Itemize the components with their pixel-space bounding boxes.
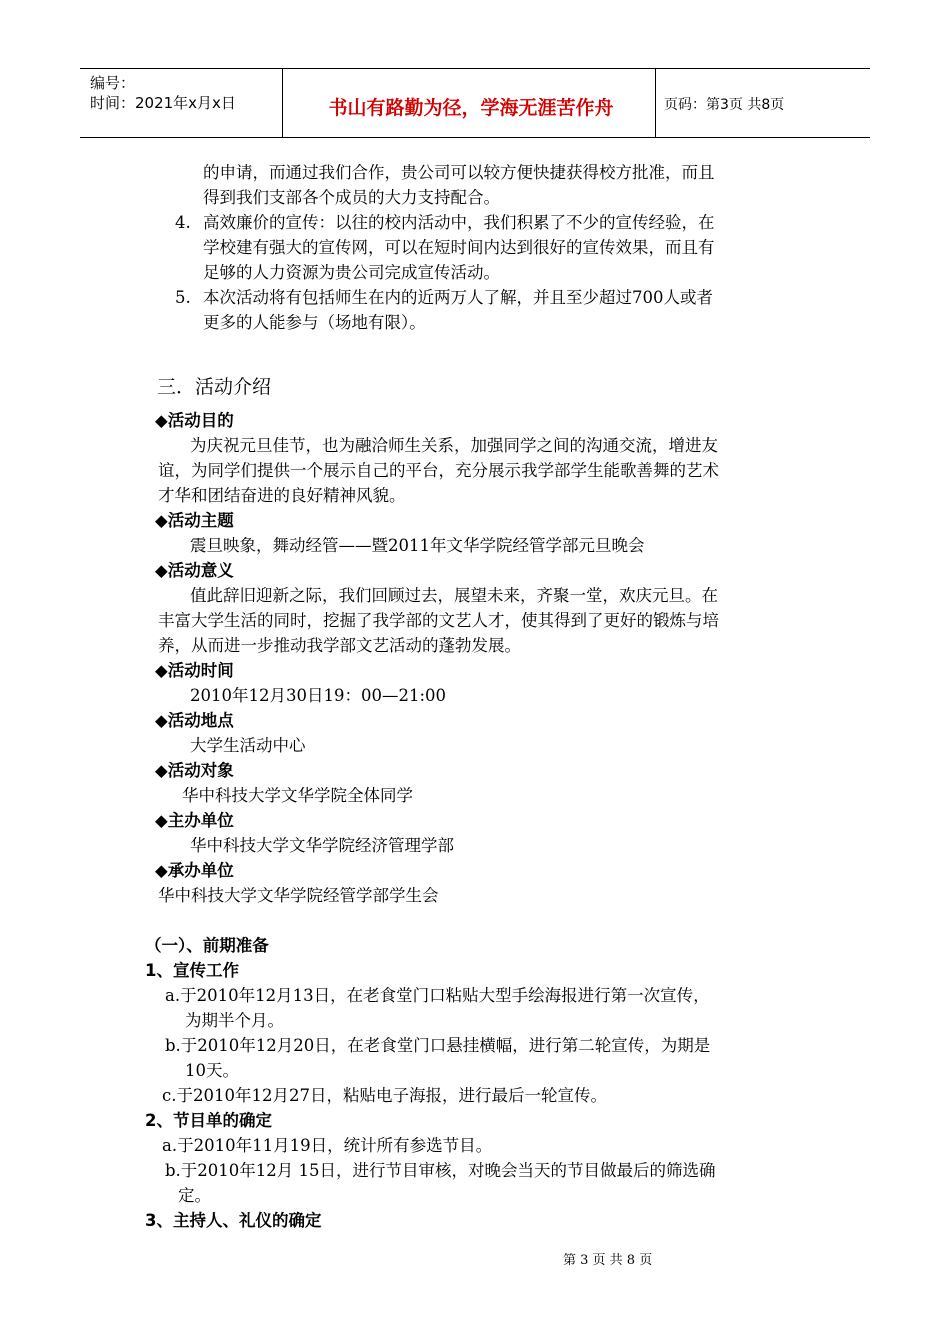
footer-page: 第 3 页 共 8 页 xyxy=(563,1253,653,1268)
list-item-line: 本次活动将有包括师生在内的近两万人了解，并且至少超过700人或者 xyxy=(203,288,713,307)
header-motto: 书山有路勤为径，学海无涯苦作舟 xyxy=(328,97,614,119)
program-item-a: a.于2010年11月19日，统计所有参选节目。 xyxy=(162,1136,493,1155)
purpose-line: 谊，为同学们提供一个展示自己的平台，充分展示我学部学生能歌善舞的艺术 xyxy=(158,461,719,480)
header-time: 时间：2021年x月x日 xyxy=(90,94,236,112)
host-text: 华中科技大学文华学院经济管理学部 xyxy=(190,836,454,855)
organizer-heading: ◆承办单位 xyxy=(155,861,234,880)
publicity-heading: 1、宣传工作 xyxy=(145,961,239,980)
list-item-line: 高效廉价的宣传：以往的校内活动中，我们积累了不少的宣传经验，在 xyxy=(203,213,715,232)
publicity-item-a: a.于2010年12月13日，在老食堂门口粘贴大型手绘海报进行第一次宣传， xyxy=(165,986,710,1005)
preparation-heading: （一）、前期准备 xyxy=(145,936,269,955)
list-item-line: 足够的人力资源为贵公司完成宣传活动。 xyxy=(203,263,500,282)
purpose-heading: ◆活动目的 xyxy=(155,411,234,430)
header-number: 编号： xyxy=(90,74,136,92)
publicity-item-b: 10天。 xyxy=(185,1061,239,1080)
header-table xyxy=(80,68,870,138)
publicity-item-a: 为期半个月。 xyxy=(185,1011,284,1030)
header-left xyxy=(90,73,236,113)
organizer-text: 华中科技大学文华学院经管学部学生会 xyxy=(158,886,439,905)
theme-text: 震旦映象，舞动经管——暨2011年文华学院经管学部元旦晚会 xyxy=(190,536,645,555)
list-item-line: 更多的人能参与（场地有限）。 xyxy=(203,313,426,332)
meaning-line: 值此辞旧迎新之际，我们回顾过去，展望未来，齐聚一堂，欢庆元旦。在 xyxy=(190,586,718,605)
section-title: 三．活动介绍 xyxy=(157,376,272,398)
list-item-line: 学校建有强大的宣传网，可以在短时间内达到很好的宣传效果，而且有 xyxy=(203,238,715,257)
place-text: 大学生活动中心 xyxy=(190,736,306,755)
meaning-line: 养，从而进一步推动我学部文艺活动的蓬勃发展。 xyxy=(158,636,521,655)
host-heading: ◆主办单位 xyxy=(155,811,234,830)
publicity-item-b: b.于2010年12月20日，在老食堂门口悬挂横幅，进行第二轮宣传，为期是 xyxy=(165,1036,711,1055)
time-text: 2010年12月30日19：00—21:00 xyxy=(190,686,447,705)
host-selection-heading: 3、主持人、礼仪的确定 xyxy=(145,1211,322,1230)
header-divider xyxy=(282,69,283,137)
target-text: 华中科技大学文华学院全体同学 xyxy=(182,786,413,805)
publicity-item-c: c.于2010年12月27日，粘贴电子海报，进行最后一轮宣传。 xyxy=(162,1086,607,1105)
intro-line: 得到我们支部各个成员的大力支持配合。 xyxy=(203,188,500,207)
purpose-line: 为庆祝元旦佳节，也为融洽师生关系，加强同学之间的沟通交流，增进友 xyxy=(190,436,718,455)
meaning-heading: ◆活动意义 xyxy=(155,561,234,580)
list-number: 4. xyxy=(175,213,191,232)
header-page-info: 页码：第3页 共8页 xyxy=(664,97,785,113)
theme-heading: ◆活动主题 xyxy=(155,511,234,530)
list-number: 5. xyxy=(175,288,191,307)
purpose-line: 才华和团结奋进的良好精神风貌。 xyxy=(158,486,406,505)
time-heading: ◆活动时间 xyxy=(155,661,234,680)
program-item-b: 定。 xyxy=(178,1186,211,1205)
program-item-b: b.于2010年12月 15日，进行节目审核，对晚会当天的节目做最后的筛选确 xyxy=(165,1161,716,1180)
meaning-line: 丰富大学生活的同时，挖掘了我学部的文艺人才，使其得到了更好的锻炼与培 xyxy=(158,611,719,630)
place-heading: ◆活动地点 xyxy=(155,711,234,730)
program-heading: 2、节目单的确定 xyxy=(145,1111,272,1130)
target-heading: ◆活动对象 xyxy=(155,761,234,780)
intro-line: 的申请，而通过我们合作，贵公司可以较方便快捷获得校方批准，而且 xyxy=(203,163,715,182)
